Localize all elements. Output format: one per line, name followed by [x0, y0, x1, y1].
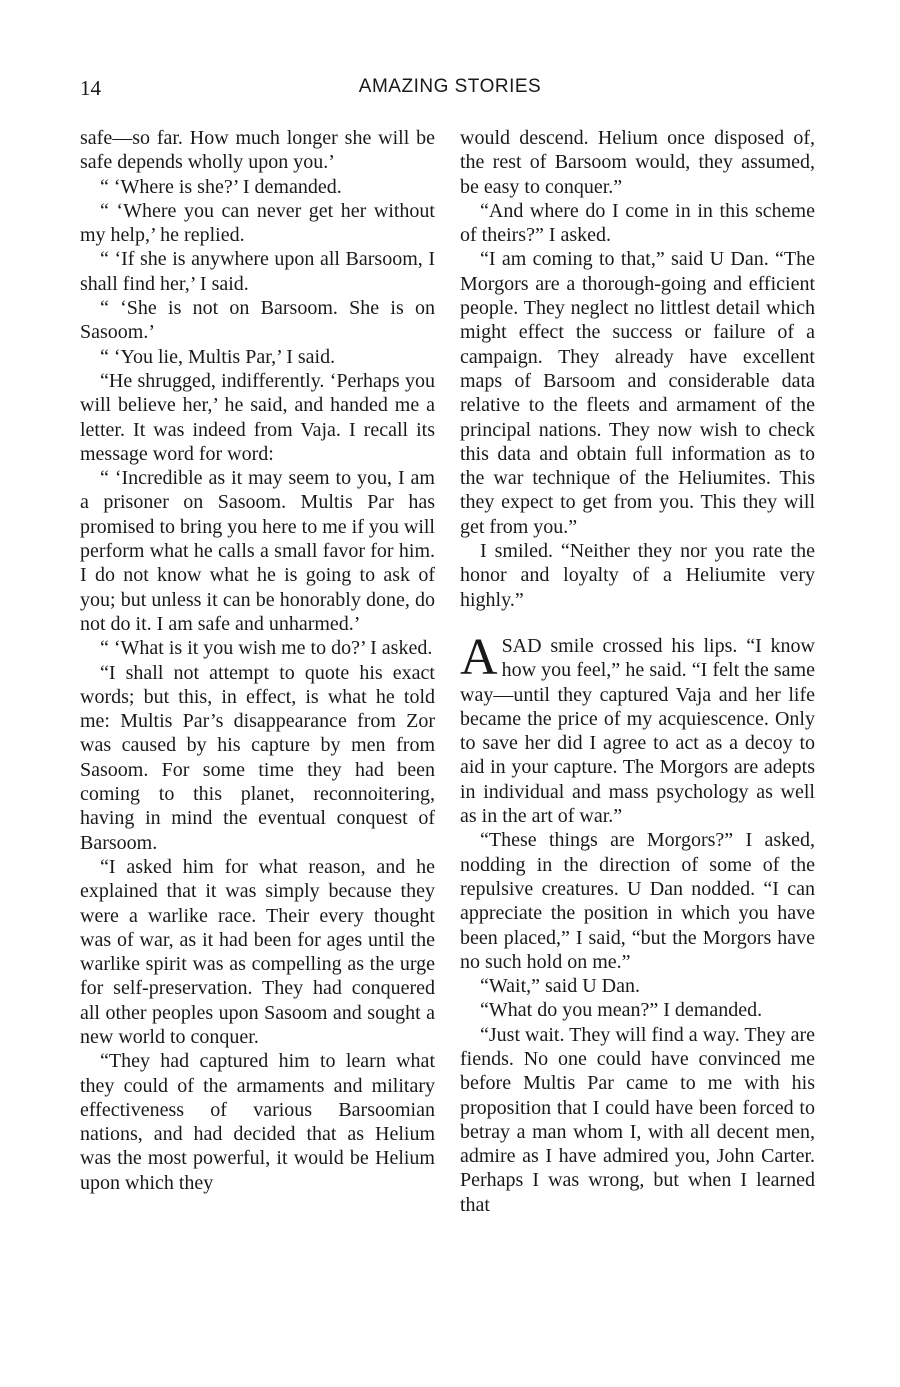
- paragraph: “I asked him for what reason, and he explained that it was simply because they were a warlike race. Their every thought was of war, as it had been for ages until the warlike spirit was as compelling as the urge for self-preservation. They had conquered all other peoples upon Sasoom and sought a new world to conquer.: [80, 855, 435, 1048]
- drop-cap: A: [460, 628, 498, 686]
- running-header: [0, 76, 900, 102]
- paragraph: “ ‘What is it you wish me to do?’ I asked.: [100, 637, 433, 660]
- paragraph: safe—so far. How much longer she will be safe depends wholly upon you.’: [80, 127, 435, 174]
- paragraph: “Wait,” said U Dan.: [480, 975, 640, 998]
- section-opening-text: SAD smile crossed his lips. “I know how you feel,” he said. “I felt the same way—until they captured Vaja and her life became the price of my acquiescence. Only to save her did I agree to act as a decoy to aid in your capture. The Morgors are adepts in individual and mass psychology as well as in the art of war.”: [460, 634, 815, 828]
- paragraph: “Just wait. They will find a way. They are fiends. No one could have convinced me before Multis Par came to me with his proposition that I could have been forced to betray a man whom I, with all decent men, admire as I have admired you, John Carter. Perhaps I was wrong, but when I learned that: [460, 1023, 815, 1216]
- section-opening-paragraph: [460, 628, 815, 828]
- paragraph: would descend. Helium once disposed of, the rest of Barsoom would, they assumed, be easy to conquer.”: [460, 127, 815, 198]
- paragraph: “ ‘Incredible as it may seem to you, I am a prisoner on Sasoom. Multis Par has promised to bring you here to me if you will perform what he calls a small favor for him. I do not know what he is going to ask of you; but unless it can be honorably done, do not do it. I am safe and unharmed.’: [80, 467, 435, 635]
- paragraph: “What do you mean?” I demanded.: [480, 999, 763, 1022]
- paragraph: “ ‘Where is she?’ I demanded.: [100, 175, 342, 198]
- paragraph: “ ‘If she is anywhere upon all Barsoom, I shall find her,’ I said.: [80, 248, 435, 295]
- left-column: [80, 126, 435, 1195]
- right-column: [460, 126, 815, 1217]
- paragraph: “ ‘She is not on Barsoom. She is on Sasoom.’: [80, 297, 435, 344]
- paragraph: “I am coming to that,” said U Dan. “The Morgors are a thorough-going and efficient people. They neglect no littlest detail which might effect the success or failure of a campaign. They already have excellent maps of Barsoom and considerable data relative to the fleets and armament of the principal nations. They now wish to check this data and obtain full information as to the war technique of the Heliumites. This they expect to get from you. This they will get from you.”: [460, 248, 815, 538]
- paragraph: “ ‘Where you can never get her without my help,’ he replied.: [80, 199, 435, 247]
- paragraph: I smiled. “Neither they nor you rate the honor and loyalty of a Heliumite very highly.”: [460, 540, 815, 611]
- paragraph: “He shrugged, indifferently. ‘Perhaps you will believe her,’ he said, and handed me a letter. It was indeed from Vaja. I recall its message word for word:: [80, 369, 435, 465]
- paragraph: “They had captured him to learn what they could of the armaments and military effectiveness of various Barsoomian nations, and had decided that as Helium was the most powerful, it would be Helium upon which they: [80, 1050, 435, 1194]
- paragraph: “I shall not attempt to quote his exact words; but this, in effect, is what he told me: Multis Par’s disappearance from Zor was caused by his capture by men from Sasoom. For some time they had been coming to this planet, reconnoitering, having in mind the eventual conquest of Barsoom.: [80, 661, 435, 854]
- paragraph: “These things are Morgors?” I asked, nodding in the direction of some of the repulsive creatures. U Dan nodded. “I can appreciate the position in which you have been placed,” I said, “but the Morgors have no such hold on me.”: [460, 829, 815, 973]
- magazine-title: AMAZING STORIES: [358, 76, 542, 97]
- page-number: 14: [80, 76, 101, 100]
- paragraph: “ ‘You lie, Multis Par,’ I said.: [100, 345, 336, 368]
- paragraph: “And where do I come in in this scheme of theirs?” I asked.: [460, 199, 815, 247]
